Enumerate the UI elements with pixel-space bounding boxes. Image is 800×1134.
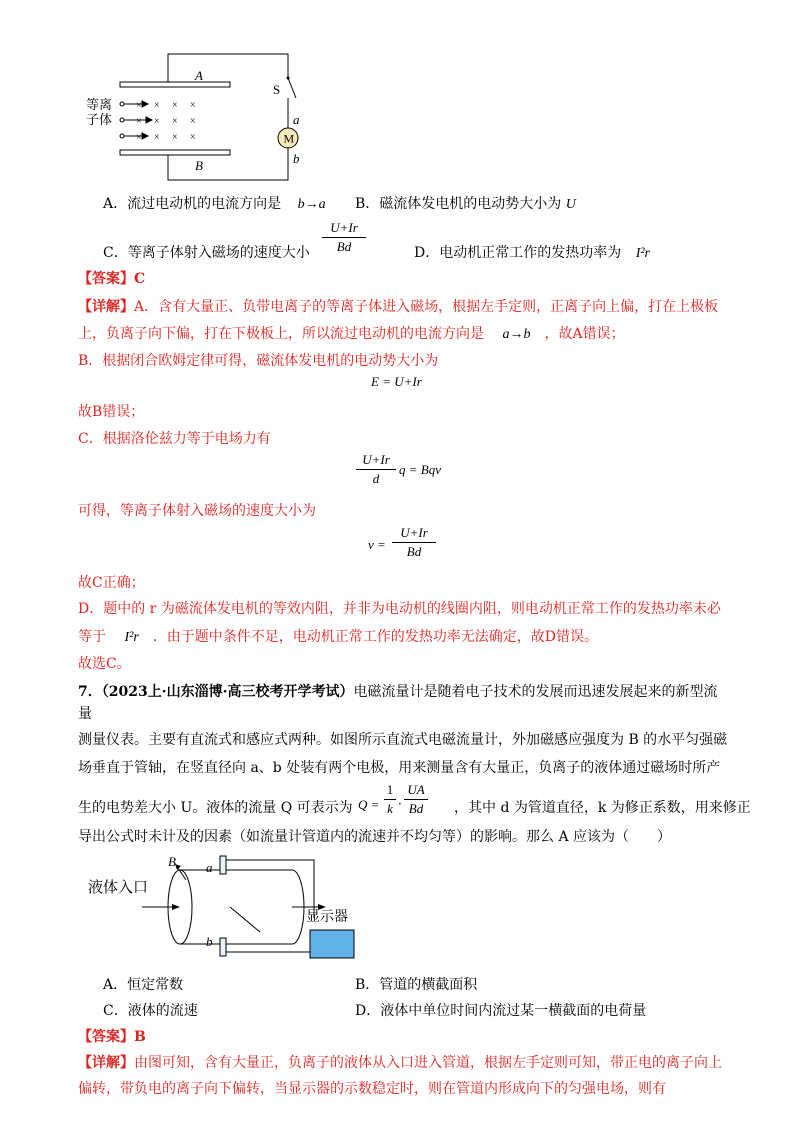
q6-detail-a-line2: [78, 323, 625, 343]
q7-eq-q-dot: ·: [398, 797, 402, 811]
flowmeter-display-label: 显示器: [306, 909, 348, 925]
q6-detail-a-text1: A．含有大量正、负带电离子的等离子体进入磁场，根据左手定则，正离子向上偏，打在上极板: [134, 299, 719, 315]
q6-option-b-text: B．磁流体发电机的电动势大小为: [355, 196, 562, 212]
terminal-a-label: a: [293, 112, 300, 127]
q7-answer: 【答案】B: [78, 1029, 146, 1045]
plasma-label-line1: 等离: [86, 98, 113, 113]
plate-a-label: A: [195, 68, 203, 83]
motor-label: M: [283, 131, 295, 146]
q7-eq-q-lhs: Q =: [358, 797, 380, 812]
q6-option-b: [355, 193, 576, 213]
wire-a: [226, 860, 314, 918]
q6-eq-lorentz-denominator: d: [372, 471, 380, 486]
q6-eq-velocity-fraction: [392, 525, 436, 560]
q7-stem-line5a: 生的电势差大小 U。液体的流量 Q 可表示为: [78, 800, 353, 816]
q7-eq-q-fraction2-den: Bd: [408, 801, 424, 816]
q7-detail-text1: 由图可知，含有大量正，负离子的液体从入口进入管道，根据左手定则可知，带正电的离子向上: [134, 1055, 722, 1071]
q6-eq-lorentz-rest: q = Bqv: [399, 462, 441, 477]
q7-option-d: D．液体中单位时间内流过某一横截面的电荷量: [355, 1003, 647, 1019]
q6-detail-c-line1: C．根据洛伦兹力等于电场力有: [78, 431, 271, 447]
q6-option-d: [414, 242, 650, 262]
q6-detail-a-math: a→b: [502, 327, 531, 342]
q6-detail-b-line1: B．根据闭合欧姆定律可得，磁流体发电机的电动势大小为: [78, 353, 439, 369]
display-box: [310, 930, 354, 958]
q6-detail-a-text2: 上，负离子向下偏，打在下极板上，所以流过电动机的电流方向是: [78, 326, 484, 342]
q6-option-c-fraction: [322, 220, 366, 255]
q6-detail-a-line1: [78, 296, 718, 316]
q6-detail-c-line2: 可得，等离子体射入磁场的速度大小为: [78, 503, 316, 519]
q6-detail-d-line2: [78, 626, 598, 646]
field-cross: ×: [172, 132, 178, 143]
q6-option-a-math: b→a: [297, 197, 326, 212]
pipe-body: [180, 870, 304, 944]
electrode-b: [220, 938, 226, 956]
plate-A: [120, 82, 230, 87]
field-cross: ×: [190, 100, 196, 111]
q7-eq-q-fraction1-num: 1: [386, 782, 394, 797]
q7-stem-line4: 场垂直于管轴，在竖直径向 a、b 处装有两个电极，用来测量含有大量正，负离子的液体通过磁场时所产: [78, 760, 721, 776]
q7-option-a: A．恒定常数: [103, 977, 184, 993]
q7-detail-label: 【详解】: [78, 1055, 134, 1071]
q7-stem-line1: [78, 681, 717, 701]
field-cross: ×: [136, 116, 142, 127]
q7-number: 7．: [78, 684, 102, 700]
q6-conclusion: 故选C。: [78, 656, 131, 672]
q6-option-d-text: D．电动机正常工作的发热功率为: [414, 245, 622, 261]
plasma-label: [86, 98, 112, 128]
field-cross: ×: [172, 100, 178, 111]
q7-eq-q-fraction2-num: UA: [407, 782, 425, 797]
q6-option-b-math: U: [565, 197, 576, 212]
electrode-a-label: a: [206, 860, 213, 875]
electrode-a: [220, 856, 226, 874]
q6-detail-d-text2: ．由于题中条件不足，电动机正常工作的发热功率无法确定，故D错误。: [152, 629, 598, 645]
field-b-label: B: [168, 854, 176, 869]
circuit-wire-top: [168, 54, 288, 82]
field-cross: ×: [136, 132, 142, 143]
q7-stem-text1: 电磁流量计是随着电子技术的发展而迅速发展起来的新型流: [353, 684, 718, 700]
q7-detail-line2: 偏转，带负电的离子向下偏转，当显示器的示数稳定时，则在管道内形成向下的匀强电场，则有: [78, 1081, 666, 1097]
q7-source: （2023上·山东淄博·高三校考开学考试）: [101, 684, 354, 700]
plate-B: [120, 150, 230, 155]
q6-detail-b-line2: 故B错误；: [78, 404, 145, 420]
q6-option-a: [103, 193, 326, 213]
q6-detail-a-text3: ，故A错误；: [544, 326, 625, 342]
q7-detail-line1: [78, 1052, 722, 1072]
field-cross: ×: [154, 100, 160, 111]
q6-eq-emf: E = U+Ir: [371, 374, 422, 389]
q6-eq-velocity-lhs: v =: [368, 537, 386, 552]
q6-option-c-denominator: Bd: [336, 239, 352, 254]
field-cross: ×: [190, 116, 196, 127]
mhd-generator-figure: [80, 48, 320, 188]
field-cross: ×: [136, 100, 142, 111]
switch-label: S: [273, 82, 281, 97]
q6-eq-velocity-denominator: Bd: [406, 544, 422, 559]
q6-option-a-text: A．流过电动机的电流方向是: [103, 196, 282, 212]
q7-stem-line2: 量: [78, 706, 92, 722]
q6-option-c-numerator: U+Ir: [330, 220, 358, 235]
q7-stem-line3: 测量仪表。主要有直流式和感应式两种。如图所示直流式电磁流量计，外加磁感应强度为 B 的水平匀强磁: [78, 732, 728, 748]
field-cross: ×: [172, 116, 178, 127]
flowmeter-inlet-label: 液体入口: [88, 878, 149, 896]
q7-option-c: C．液体的流速: [103, 1003, 198, 1019]
q6-detail-d-math: I²r: [124, 630, 139, 645]
q6-detail-c-line3: 故C正确；: [78, 575, 145, 591]
terminal-b-label: b: [293, 151, 300, 166]
q7-eq-q-fraction1-den: k: [387, 801, 393, 816]
q6-option-d-math: I²r: [635, 246, 650, 261]
q6-eq-lorentz-numerator: U+Ir: [362, 452, 390, 467]
field-cross: ×: [190, 132, 196, 143]
q7-stem-line5b: ，其中 d 为管道直径，k 为修正系数，用来修正: [454, 800, 751, 816]
q6-answer: 【答案】C: [78, 271, 146, 287]
q6-detail-d-text1: 等于: [78, 629, 106, 645]
q6-option-c-text: C．等离子体射入磁场的速度大小: [103, 245, 310, 261]
switch-S: [288, 78, 296, 98]
q7-stem-line6: 导出公式时未计及的因素（如流量计管道内的流速并不均匀等）的影响。那么 A 应该为（ ）: [78, 829, 672, 845]
field-cross: ×: [154, 116, 160, 127]
q6-detail-d-line1: D．题中的 r 为磁流体发电机的等效内阻，并非为电动机的线圈内阻，则电动机正常工作的发热功率未必: [78, 601, 721, 617]
q6-eq-velocity-numerator: U+Ir: [400, 525, 428, 540]
electrode-b-label: b: [206, 934, 213, 949]
q6-eq-lorentz-fraction: [356, 452, 396, 487]
q7-option-b: B．管道的横截面积: [355, 977, 478, 993]
circuit-wire-bottom: [168, 152, 288, 180]
q6-detail-label: 【详解】: [78, 299, 134, 315]
q7-eq-q-fraction1: [384, 782, 396, 817]
field-cross: ×: [154, 132, 160, 143]
q7-eq-q-fraction2: [404, 782, 428, 817]
plate-b-label: B: [195, 158, 203, 173]
plasma-label-line2: 子体: [86, 113, 113, 128]
